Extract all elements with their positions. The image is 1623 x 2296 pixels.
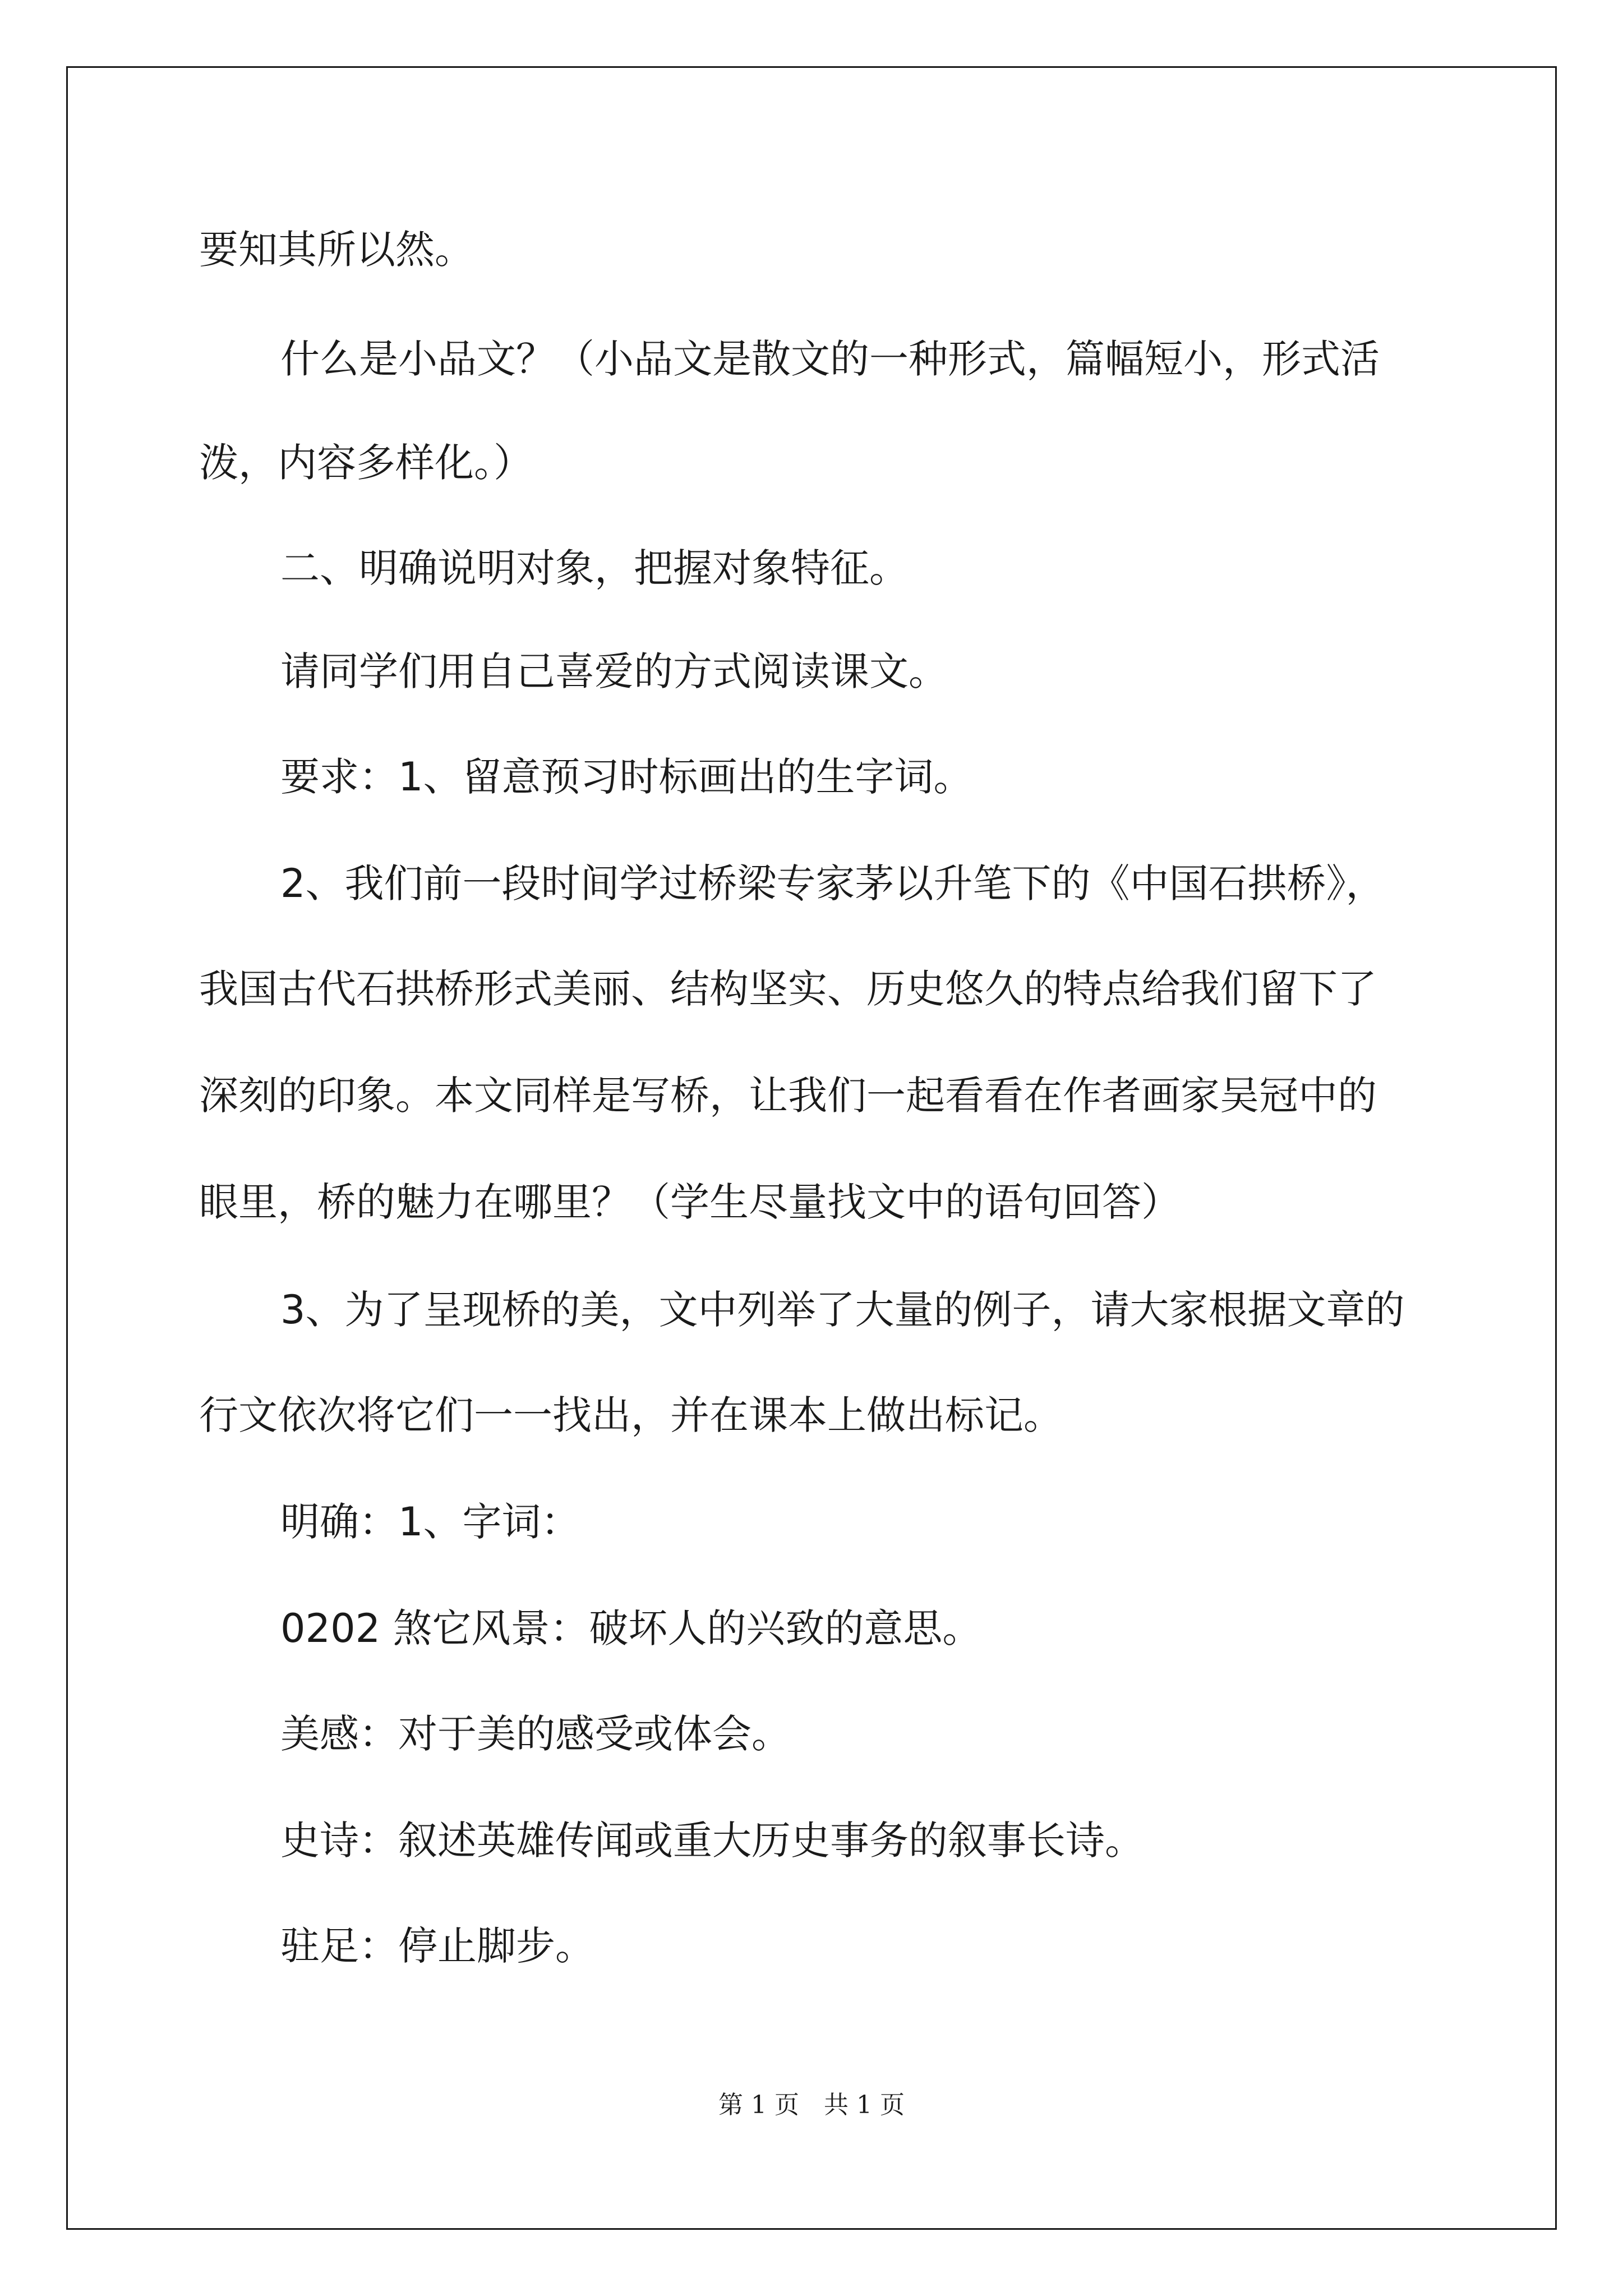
text-line-11: 3、为了呈现桥的美，文中列举了大量的例子，请大家根据文章的 <box>280 1287 1405 1333</box>
text-line-17: 驻足：停止脚步。 <box>280 1923 594 1969</box>
text-line-7: 2、我们前一段时间学过桥梁专家茅以升笔下的《中国石拱桥》， <box>280 861 1385 907</box>
text-line-8: 我国古代石拱桥形式美丽、结构坚实、历史悠久的特点给我们留下了 <box>199 966 1377 1012</box>
text-line-14: 0202 煞它风景：破坏人的兴致的意思。 <box>280 1605 982 1651</box>
text-line-3: 泼，内容多样化。） <box>199 440 533 486</box>
text-line-12: 行文依次将它们一一找出，并在课本上做出标记。 <box>199 1392 1063 1438</box>
text-line-13: 明确：1、字词： <box>280 1499 580 1545</box>
page-border <box>66 66 1557 2230</box>
text-line-9: 深刻的印象。本文同样是写桥，让我们一起看看在作者画家吴冠中的 <box>199 1073 1377 1119</box>
text-line-2: 什么是小品文？（小品文是散文的一种形式，篇幅短小，形式活 <box>280 336 1380 382</box>
page-number-footer: 第 1 页 共 1 页 <box>718 2091 905 2119</box>
text-line-6: 要求：1、留意预习时标画出的生字词。 <box>280 754 973 800</box>
text-line-1: 要知其所以然。 <box>199 227 474 273</box>
text-line-5: 请同学们用自己喜爱的方式阅读课文。 <box>280 648 948 694</box>
text-line-15: 美感：对于美的感受或体会。 <box>280 1711 791 1757</box>
text-line-4: 二、明确说明对象，把握对象特征。 <box>280 545 909 591</box>
text-line-10: 眼里，桥的魅力在哪里？（学生尽量找文中的语句回答） <box>199 1179 1181 1225</box>
text-line-16: 史诗：叙述英雄传闻或重大历史事务的叙事长诗。 <box>280 1818 1144 1864</box>
